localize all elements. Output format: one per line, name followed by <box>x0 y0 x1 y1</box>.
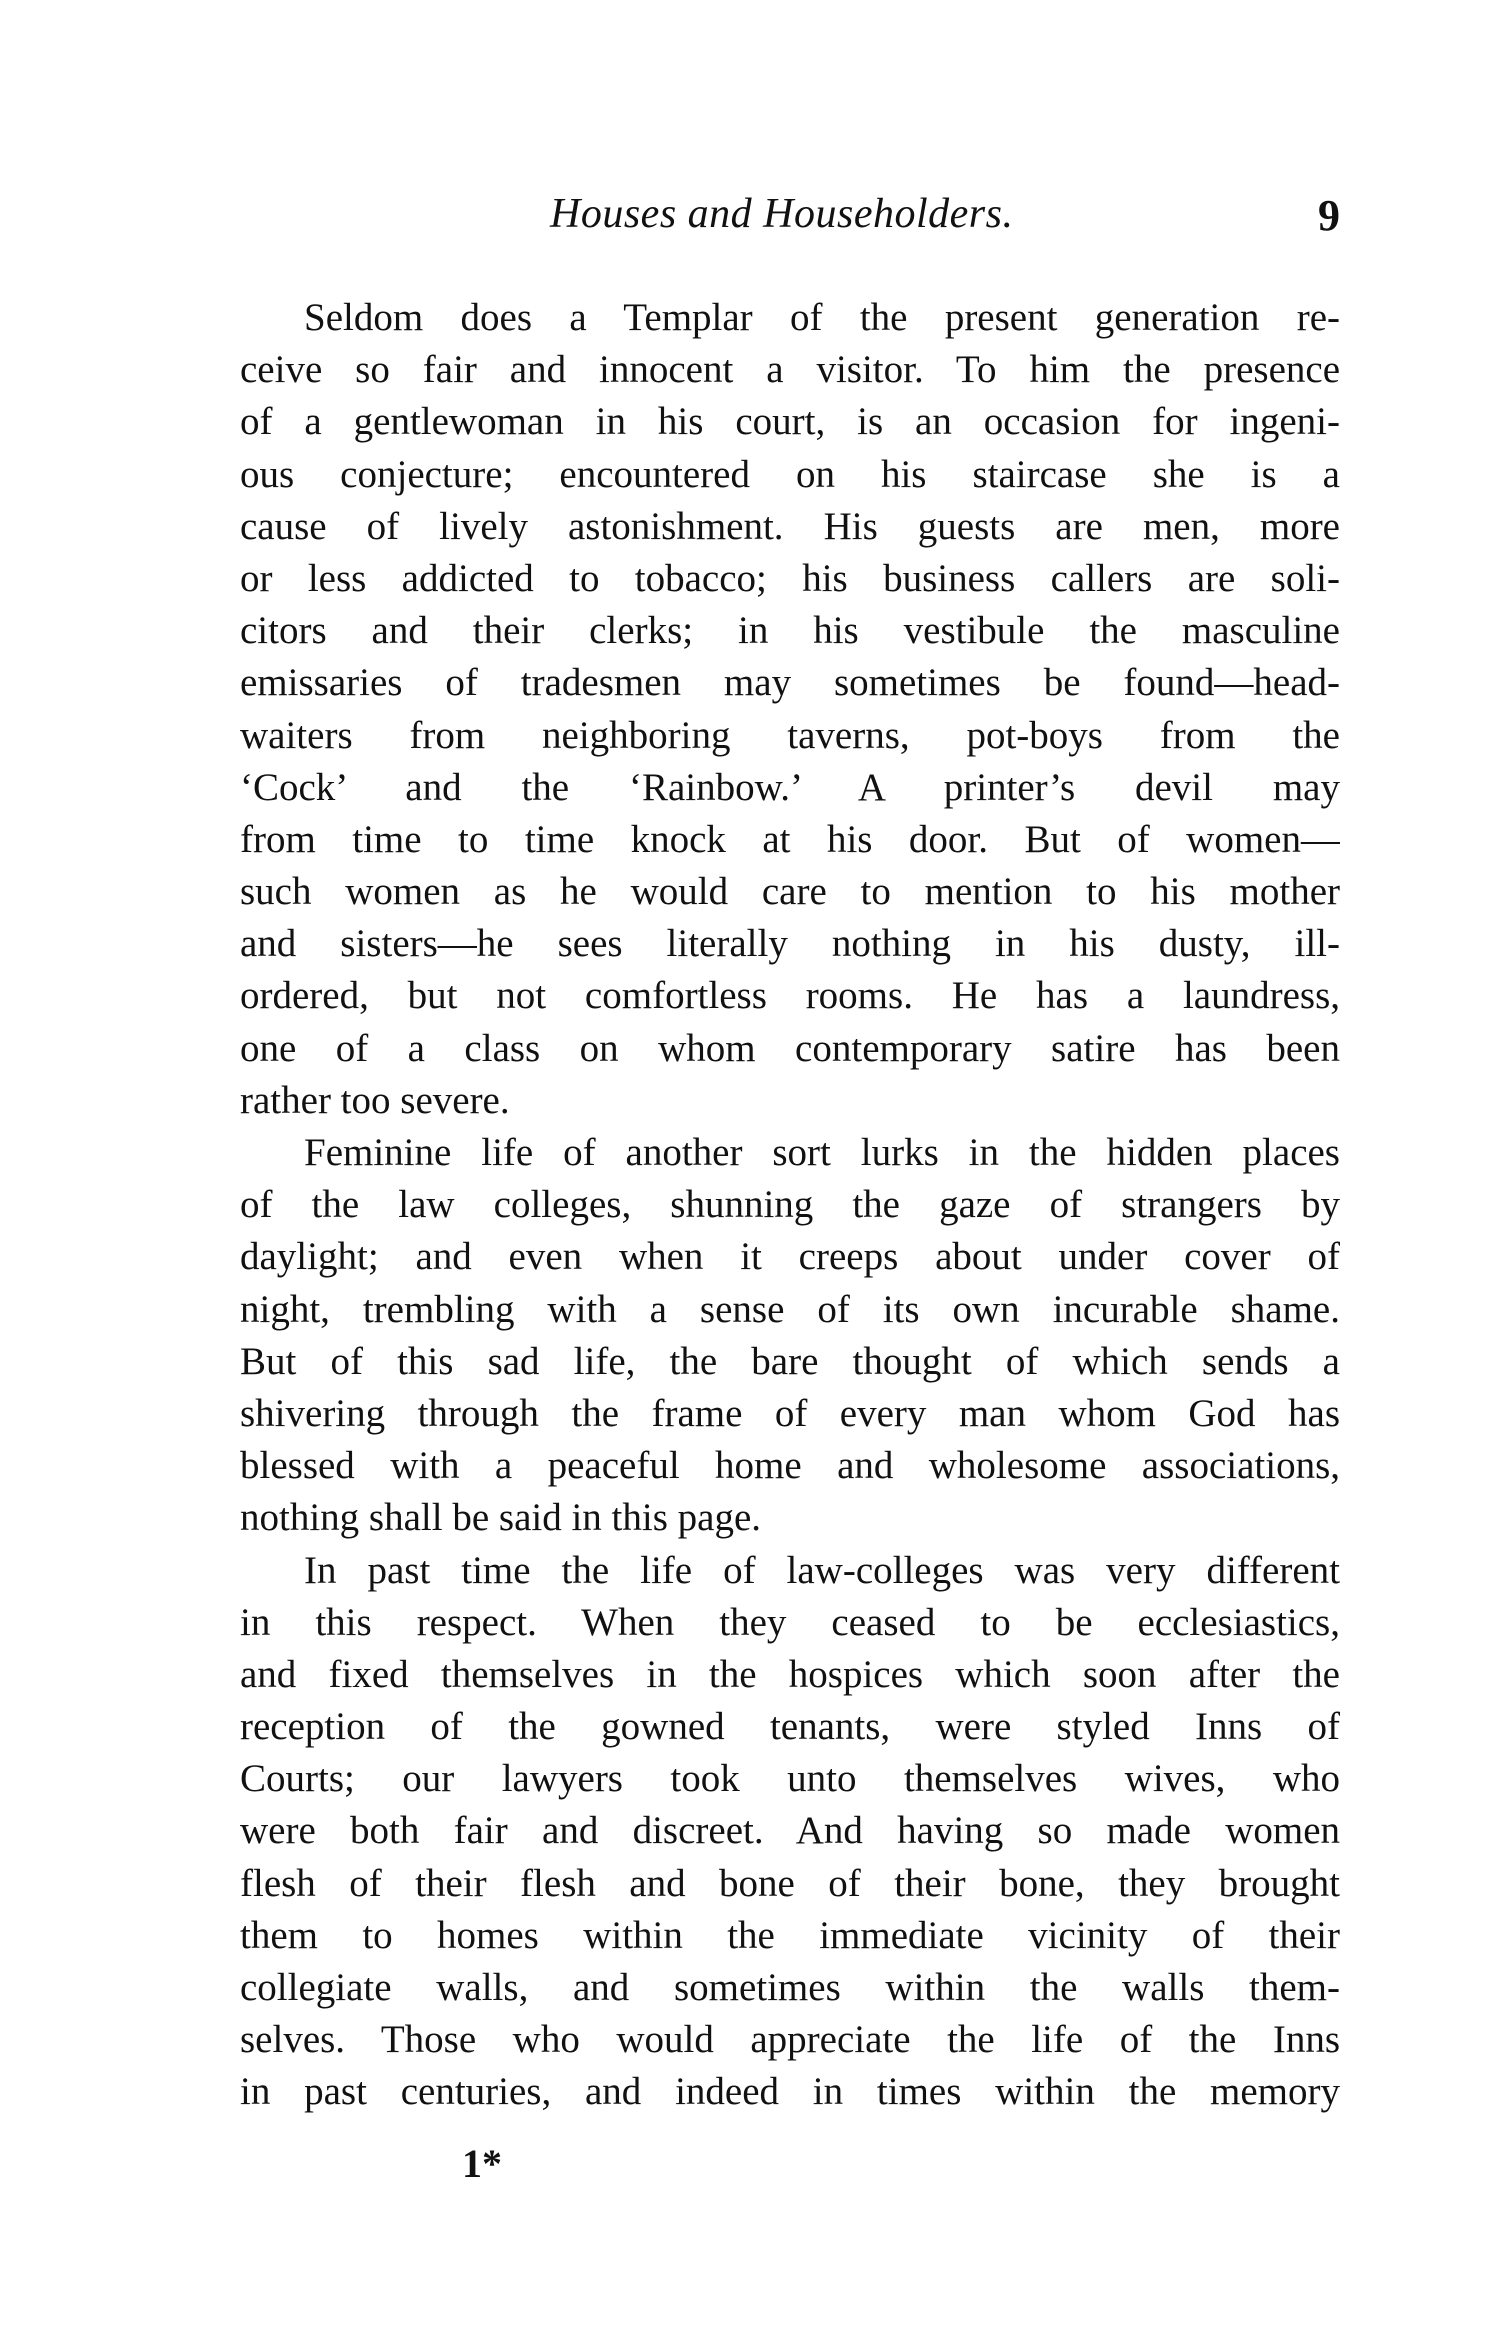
text-line: such women as he would care to mention to his mother <box>240 870 1340 914</box>
text-line: Seldom does a Templar of the present generation re- <box>304 296 1340 339</box>
text-line: of a gentlewoman in his court, is an occasion for ingeni- <box>240 400 1340 444</box>
text-line: flesh of their flesh and bone of their bone, they brought <box>240 1861 1340 1905</box>
text-line: from time to time knock at his door. But of women— <box>240 817 1340 861</box>
running-title: Houses and Householders. <box>550 191 1014 237</box>
text-line: collegiate walls, and sometimes within the walls them- <box>240 1966 1340 2009</box>
text-line: of the law colleges, shunning the gaze of strangers by <box>240 1183 1340 1227</box>
text-line: Courts; our lawyers took unto themselves wives, who <box>240 1757 1340 1801</box>
text-line: night, trembling with a sense of its own incurable shame. <box>240 1287 1340 1331</box>
text-line: daylight; and even when it creeps about under cover of <box>240 1235 1340 1279</box>
text-line: ceive so fair and innocent a visitor. To him the presence <box>240 348 1340 392</box>
body-text <box>240 292 1340 2119</box>
text-line: or less addicted to tobacco; his business callers are soli- <box>240 556 1340 600</box>
paragraph-3 <box>240 1545 1340 2119</box>
text-line: rather too severe. <box>240 1078 510 1122</box>
text-line: in past centuries, and indeed in times within the memory <box>240 2070 1340 2114</box>
text-line: But of this sad life, the bare thought of which sends a <box>240 1339 1340 1383</box>
text-line: waiters from neighboring taverns, pot-boys from the <box>240 713 1340 757</box>
text-line: cause of lively astonishment. His guests are men, more <box>240 504 1340 548</box>
text-line: Feminine life of another sort lurks in the hidden places <box>304 1131 1340 1174</box>
text-line: them to homes within the immediate vicinity of their <box>240 1913 1340 1957</box>
text-line: in this respect. When they ceased to be ecclesiastics, <box>240 1600 1340 1644</box>
page-header <box>240 190 1340 250</box>
text-line: reception of the gowned tenants, were styled Inns of <box>240 1705 1340 1749</box>
text-line: ous conjecture; encountered on his staircase she is a <box>240 452 1340 496</box>
text-line: emissaries of tradesmen may sometimes be found—head- <box>240 661 1340 705</box>
text-line: shivering through the frame of every man whom God has <box>240 1391 1340 1435</box>
page-number: 9 <box>1318 191 1340 240</box>
text-line: ordered, but not comfortless rooms. He has a laundress, <box>240 974 1340 1018</box>
text-line: nothing shall be said in this page. <box>240 1496 762 1540</box>
text-line: one of a class on whom contemporary satire has been <box>240 1026 1340 1070</box>
text-line: and sisters—he sees literally nothing in his dusty, ill- <box>240 922 1340 966</box>
text-line: ‘Cock’ and the ‘Rainbow.’ A printer’s devil may <box>240 765 1340 809</box>
text-line: were both fair and discreet. And having so made women <box>240 1809 1340 1853</box>
signature-mark: 1* <box>462 2141 502 2186</box>
text-line: In past time the life of law-colleges was very different <box>304 1548 1340 1592</box>
paragraph-1 <box>240 292 1340 1127</box>
text-line: citors and their clerks; in his vestibule the masculine <box>240 609 1340 653</box>
text-line: selves. Those who would appreciate the life of the Inns <box>240 2018 1340 2062</box>
text-line: and fixed themselves in the hospices which soon after the <box>240 1652 1340 1696</box>
paragraph-2 <box>240 1127 1340 1545</box>
text-line: blessed with a peaceful home and wholesome associations, <box>240 1444 1340 1488</box>
